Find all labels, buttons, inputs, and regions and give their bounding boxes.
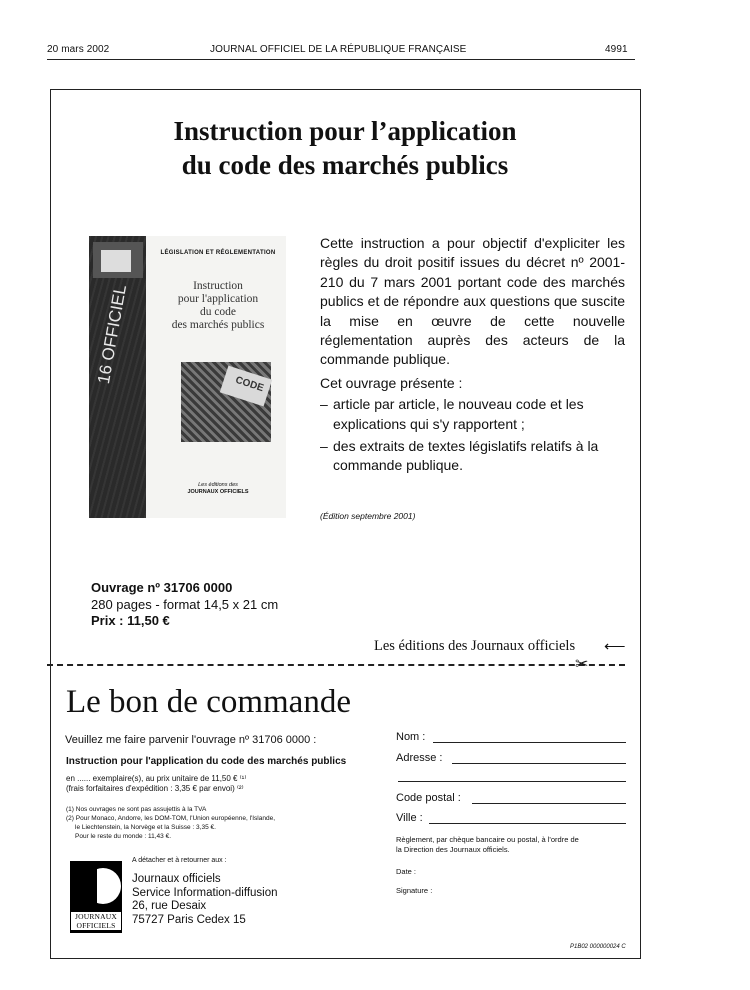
- payment-line-2: la Direction des Journaux officiels.: [396, 845, 510, 854]
- order-intro: Veuillez me faire parvenir l'ouvrage nº 31706 0000 :: [65, 734, 317, 746]
- cover-kicker: LÉGISLATION ET RÉGLEMENTATION: [160, 250, 276, 256]
- cover-photo-word: CODE: [234, 374, 265, 395]
- cover-title-line-2: pour l'application: [177, 293, 259, 305]
- list-item-text: article par article, le nouveau code et les explications qui s'y rapportent ;: [333, 396, 584, 432]
- detach-instruction: A détacher et à retourner aux :: [132, 857, 227, 864]
- address-line-1: Journaux officiels: [132, 873, 221, 885]
- footnote-2-line-1: (2) Pour Monaco, Andorre, les DOM-TOM, l'Union européenne, l'Islande,: [66, 815, 276, 822]
- header-journal-title: JOURNAL OFFICIEL DE LA RÉPUBLIQUE FRANÇAISE: [210, 44, 467, 55]
- product-info: [91, 580, 278, 630]
- logo-text: [71, 912, 121, 930]
- product-price: Prix : 11,50 €: [91, 613, 170, 628]
- product-number: Ouvrage nº 31706 0000: [91, 580, 233, 595]
- publisher-name: Les éditions des Journaux officiels: [374, 638, 576, 654]
- footnote-2-line-3: Pour le reste du monde : 11,43 €.: [75, 833, 171, 840]
- cover-title-line-4: des marchés publics: [171, 319, 265, 331]
- address-line-2: Service Information-diffusion: [132, 886, 278, 899]
- cover-publisher: [153, 482, 283, 496]
- edition-note: (Édition septembre 2001): [320, 511, 416, 521]
- cover-spine-mark: [101, 250, 131, 272]
- logo-bar: [85, 866, 97, 910]
- reference-code: P1B02 000000024 C: [570, 944, 626, 950]
- address-field-label: Adresse :: [396, 752, 443, 764]
- order-quantity: [66, 774, 246, 794]
- product-format: 280 pages - format 14,5 x 21 cm: [91, 596, 279, 612]
- footnote-2-line-2: le Liechtenstein, la Norvège et la Suisse : 3,35 €.: [75, 824, 216, 831]
- order-form-title: Le bon de commande: [66, 684, 351, 720]
- cover-title-line-3: du code: [199, 306, 237, 318]
- address-field-line-2[interactable]: [398, 781, 626, 782]
- cover-title: [153, 280, 283, 332]
- arrow-left-icon: ⟵: [604, 638, 626, 655]
- book-cover-image: [89, 236, 286, 518]
- header-page-number: 4991: [605, 44, 628, 55]
- ad-description: [320, 234, 625, 479]
- header-rule: [47, 59, 635, 60]
- order-quantity-line: en ...... exemplaire(s), au prix unitaire de 11,50 € ⁽¹⁾: [66, 774, 247, 783]
- address-line-4: 75727 Paris Cedex 15: [132, 913, 246, 926]
- return-address: [132, 873, 278, 927]
- order-book-title: Instruction pour l'application du code des marchés publics: [66, 756, 347, 767]
- city-field[interactable]: [429, 823, 626, 824]
- header-date: 20 mars 2002: [47, 44, 110, 55]
- order-footnotes: [66, 805, 275, 841]
- list-item: – article par article, le nouveau code et les explications qui s'y rapportent ;: [320, 396, 584, 432]
- journaux-officiels-logo: [70, 861, 122, 933]
- payment-instructions: [396, 835, 579, 855]
- logo-text-line-1: JOURNAUX: [74, 912, 118, 921]
- description-paragraph: Cette instruction a pour objectif d'expliciter les règles du droit positif issues du décret nº 2001-210 du 7 mars 2001 portant code des marchés publics et de répondre aux questions que suscite la mise en œuvre de cette nouvelle réglementation auprès des acteurs de la commande publique.: [320, 235, 625, 368]
- signature-label: Signature :: [396, 886, 433, 895]
- order-shipping-line: (frais forfaitaires d'expédition : 3,35 € par envoi) ⁽²⁾: [66, 784, 244, 793]
- city-field-label: Ville :: [396, 812, 423, 824]
- postcode-field[interactable]: [472, 803, 626, 804]
- ad-title-line-2: du code des marchés publics: [181, 150, 509, 180]
- cover-title-line-1: Instruction: [193, 280, 243, 292]
- postcode-field-label: Code postal :: [396, 792, 461, 804]
- ad-title: [60, 114, 630, 182]
- payment-line-1: Règlement, par chèque bancaire ou postal, à l'ordre de: [396, 835, 579, 844]
- logo-text-line-2: OFFICIELS: [76, 921, 116, 930]
- name-field-label: Nom :: [396, 731, 426, 743]
- cover-publisher-line-2: JOURNAUX OFFICIELS: [187, 489, 249, 495]
- address-line-3: 26, rue Desaix: [132, 900, 207, 912]
- date-label: Date :: [396, 867, 417, 876]
- presents-label: Cet ouvrage présente :: [320, 374, 463, 391]
- cover-spine-text: 16 OFFICIEL: [94, 283, 131, 386]
- ad-title-line-1: Instruction pour l’application: [173, 116, 517, 146]
- cover-publisher-line-1: Les éditions des: [198, 482, 238, 488]
- list-item-text: des extraits de textes législatifs relatifs à la commande publique.: [333, 438, 599, 474]
- cut-line: [47, 664, 625, 666]
- list-item: – des extraits de textes législatifs relatifs à la commande publique.: [320, 438, 599, 474]
- scissors-icon: ✂: [575, 656, 589, 673]
- address-field[interactable]: [452, 763, 626, 764]
- name-field[interactable]: [433, 742, 626, 743]
- footnote-1: (1) Nos ouvrages ne sont pas assujettis à la TVA: [66, 806, 207, 813]
- contents-list: [320, 395, 625, 476]
